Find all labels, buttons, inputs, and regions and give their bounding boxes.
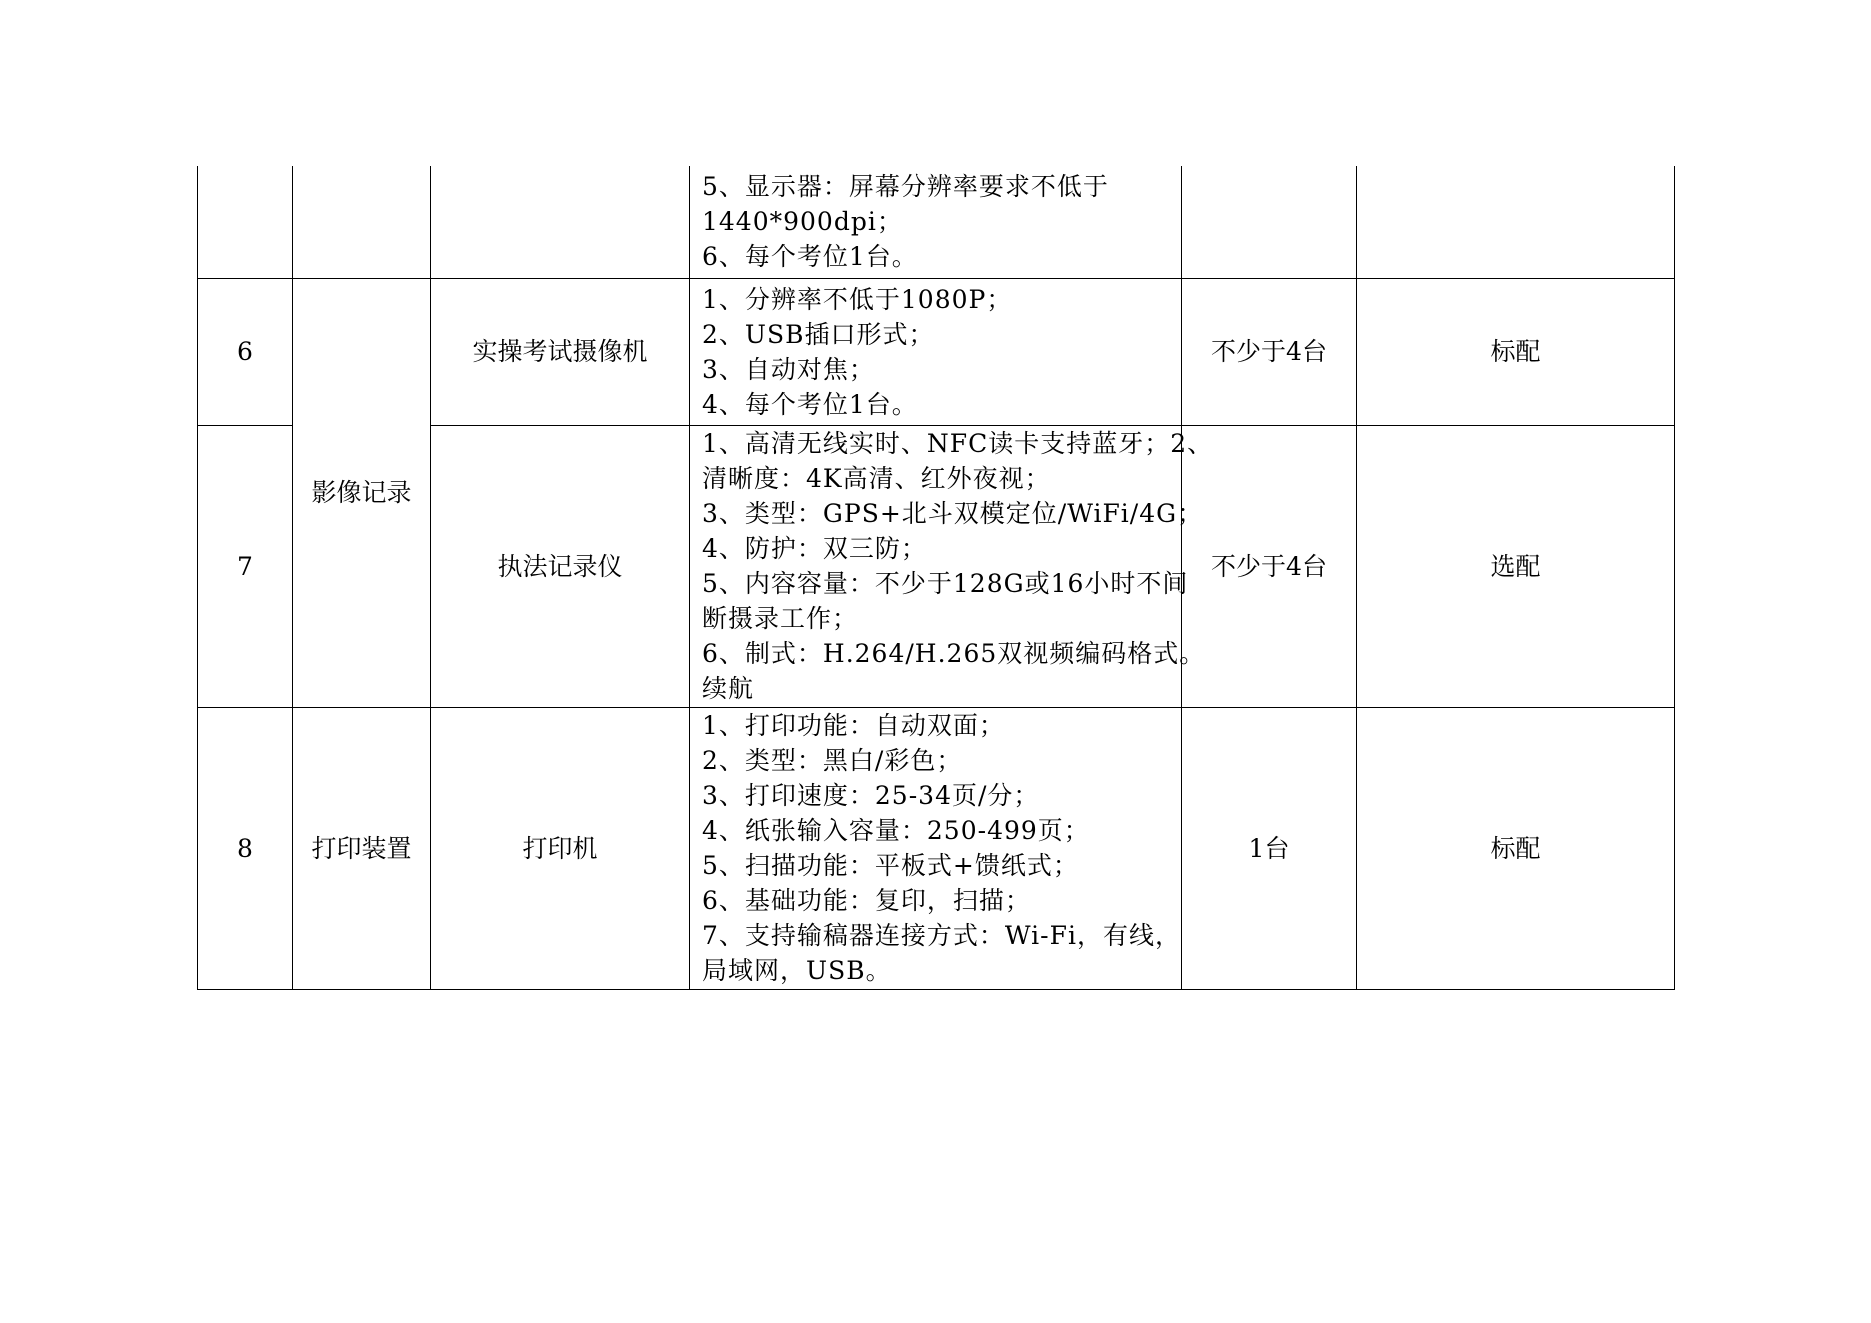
spec-cell <box>690 278 1182 425</box>
item-number-cell <box>198 166 293 278</box>
spec-line: 1、打印功能：自动双面； <box>702 711 1005 740</box>
item-name-cell <box>431 166 690 278</box>
spec-line: 5、扫描功能：平板式+馈纸式； <box>702 851 1079 880</box>
category-cell <box>293 166 431 278</box>
spec-line: 3、自动对焦； <box>702 354 875 384</box>
spec-line: 6、制式：H.264/H.265双视频编码格式。 <box>702 639 1206 668</box>
item-name-cell: 执法记录仪 <box>431 425 690 707</box>
spec-line: 7、支持输稿器连接方式：Wi-Fi，有线， <box>702 921 1181 950</box>
quantity-cell <box>1182 166 1357 278</box>
config-cell: 标配 <box>1357 707 1675 989</box>
spec-line: 续航 <box>702 674 755 703</box>
quantity-cell: 不少于4台 <box>1182 425 1357 707</box>
quantity-cell: 1台 <box>1182 707 1357 989</box>
spec-line: 5、内容容量：不少于128G或16小时不间 <box>702 569 1189 598</box>
spec-line: 4、每个考位1台。 <box>702 389 918 419</box>
item-number-cell: 6 <box>198 278 293 425</box>
spec-line: 2、类型：黑白/彩色； <box>702 746 963 775</box>
config-cell: 选配 <box>1357 425 1675 707</box>
spec-line: 3、类型：GPS+北斗双模定位/WiFi/4G； <box>702 499 1204 528</box>
spec-cell <box>690 425 1214 707</box>
item-name-cell: 实操考试摄像机 <box>431 278 690 425</box>
spec-line: 1440*900dpi； <box>702 207 903 237</box>
spec-line: 6、基础功能：复印，扫描； <box>702 886 1031 915</box>
spec-line: 1、分辨率不低于1080P； <box>702 284 1013 314</box>
item-name-cell: 打印机 <box>431 707 690 989</box>
spec-cell <box>690 166 1182 278</box>
spec-cell <box>690 707 1182 989</box>
item-number-cell: 7 <box>198 425 293 707</box>
category-cell: 打印装置 <box>293 707 431 989</box>
spec-line: 1、高清无线实时、NFC读卡支持蓝牙；2、 <box>702 429 1214 458</box>
spec-line: 断摄录工作； <box>702 604 859 633</box>
table-row <box>198 278 1675 425</box>
spec-line: 6、每个考位1台。 <box>702 242 918 272</box>
spec-line: 2、USB插口形式； <box>702 319 935 349</box>
config-cell: 标配 <box>1357 278 1675 425</box>
spec-line: 局域网，USB。 <box>702 956 892 985</box>
table-row <box>198 707 1675 989</box>
category-cell: 影像记录 <box>293 278 431 707</box>
spec-line: 4、纸张输入容量：250-499页； <box>702 816 1090 845</box>
spec-line: 3、打印速度：25-34页/分； <box>702 781 1040 810</box>
equipment-spec-table <box>197 166 1675 990</box>
spec-line: 清晰度：4K高清、红外夜视； <box>702 464 1051 493</box>
table-row <box>198 166 1675 278</box>
spec-line: 5、显示器：屏幕分辨率要求不低于 <box>702 172 1109 202</box>
item-number-cell: 8 <box>198 707 293 989</box>
config-cell <box>1357 166 1675 278</box>
spec-line: 4、防护：双三防； <box>702 534 927 563</box>
quantity-cell: 不少于4台 <box>1182 278 1357 425</box>
